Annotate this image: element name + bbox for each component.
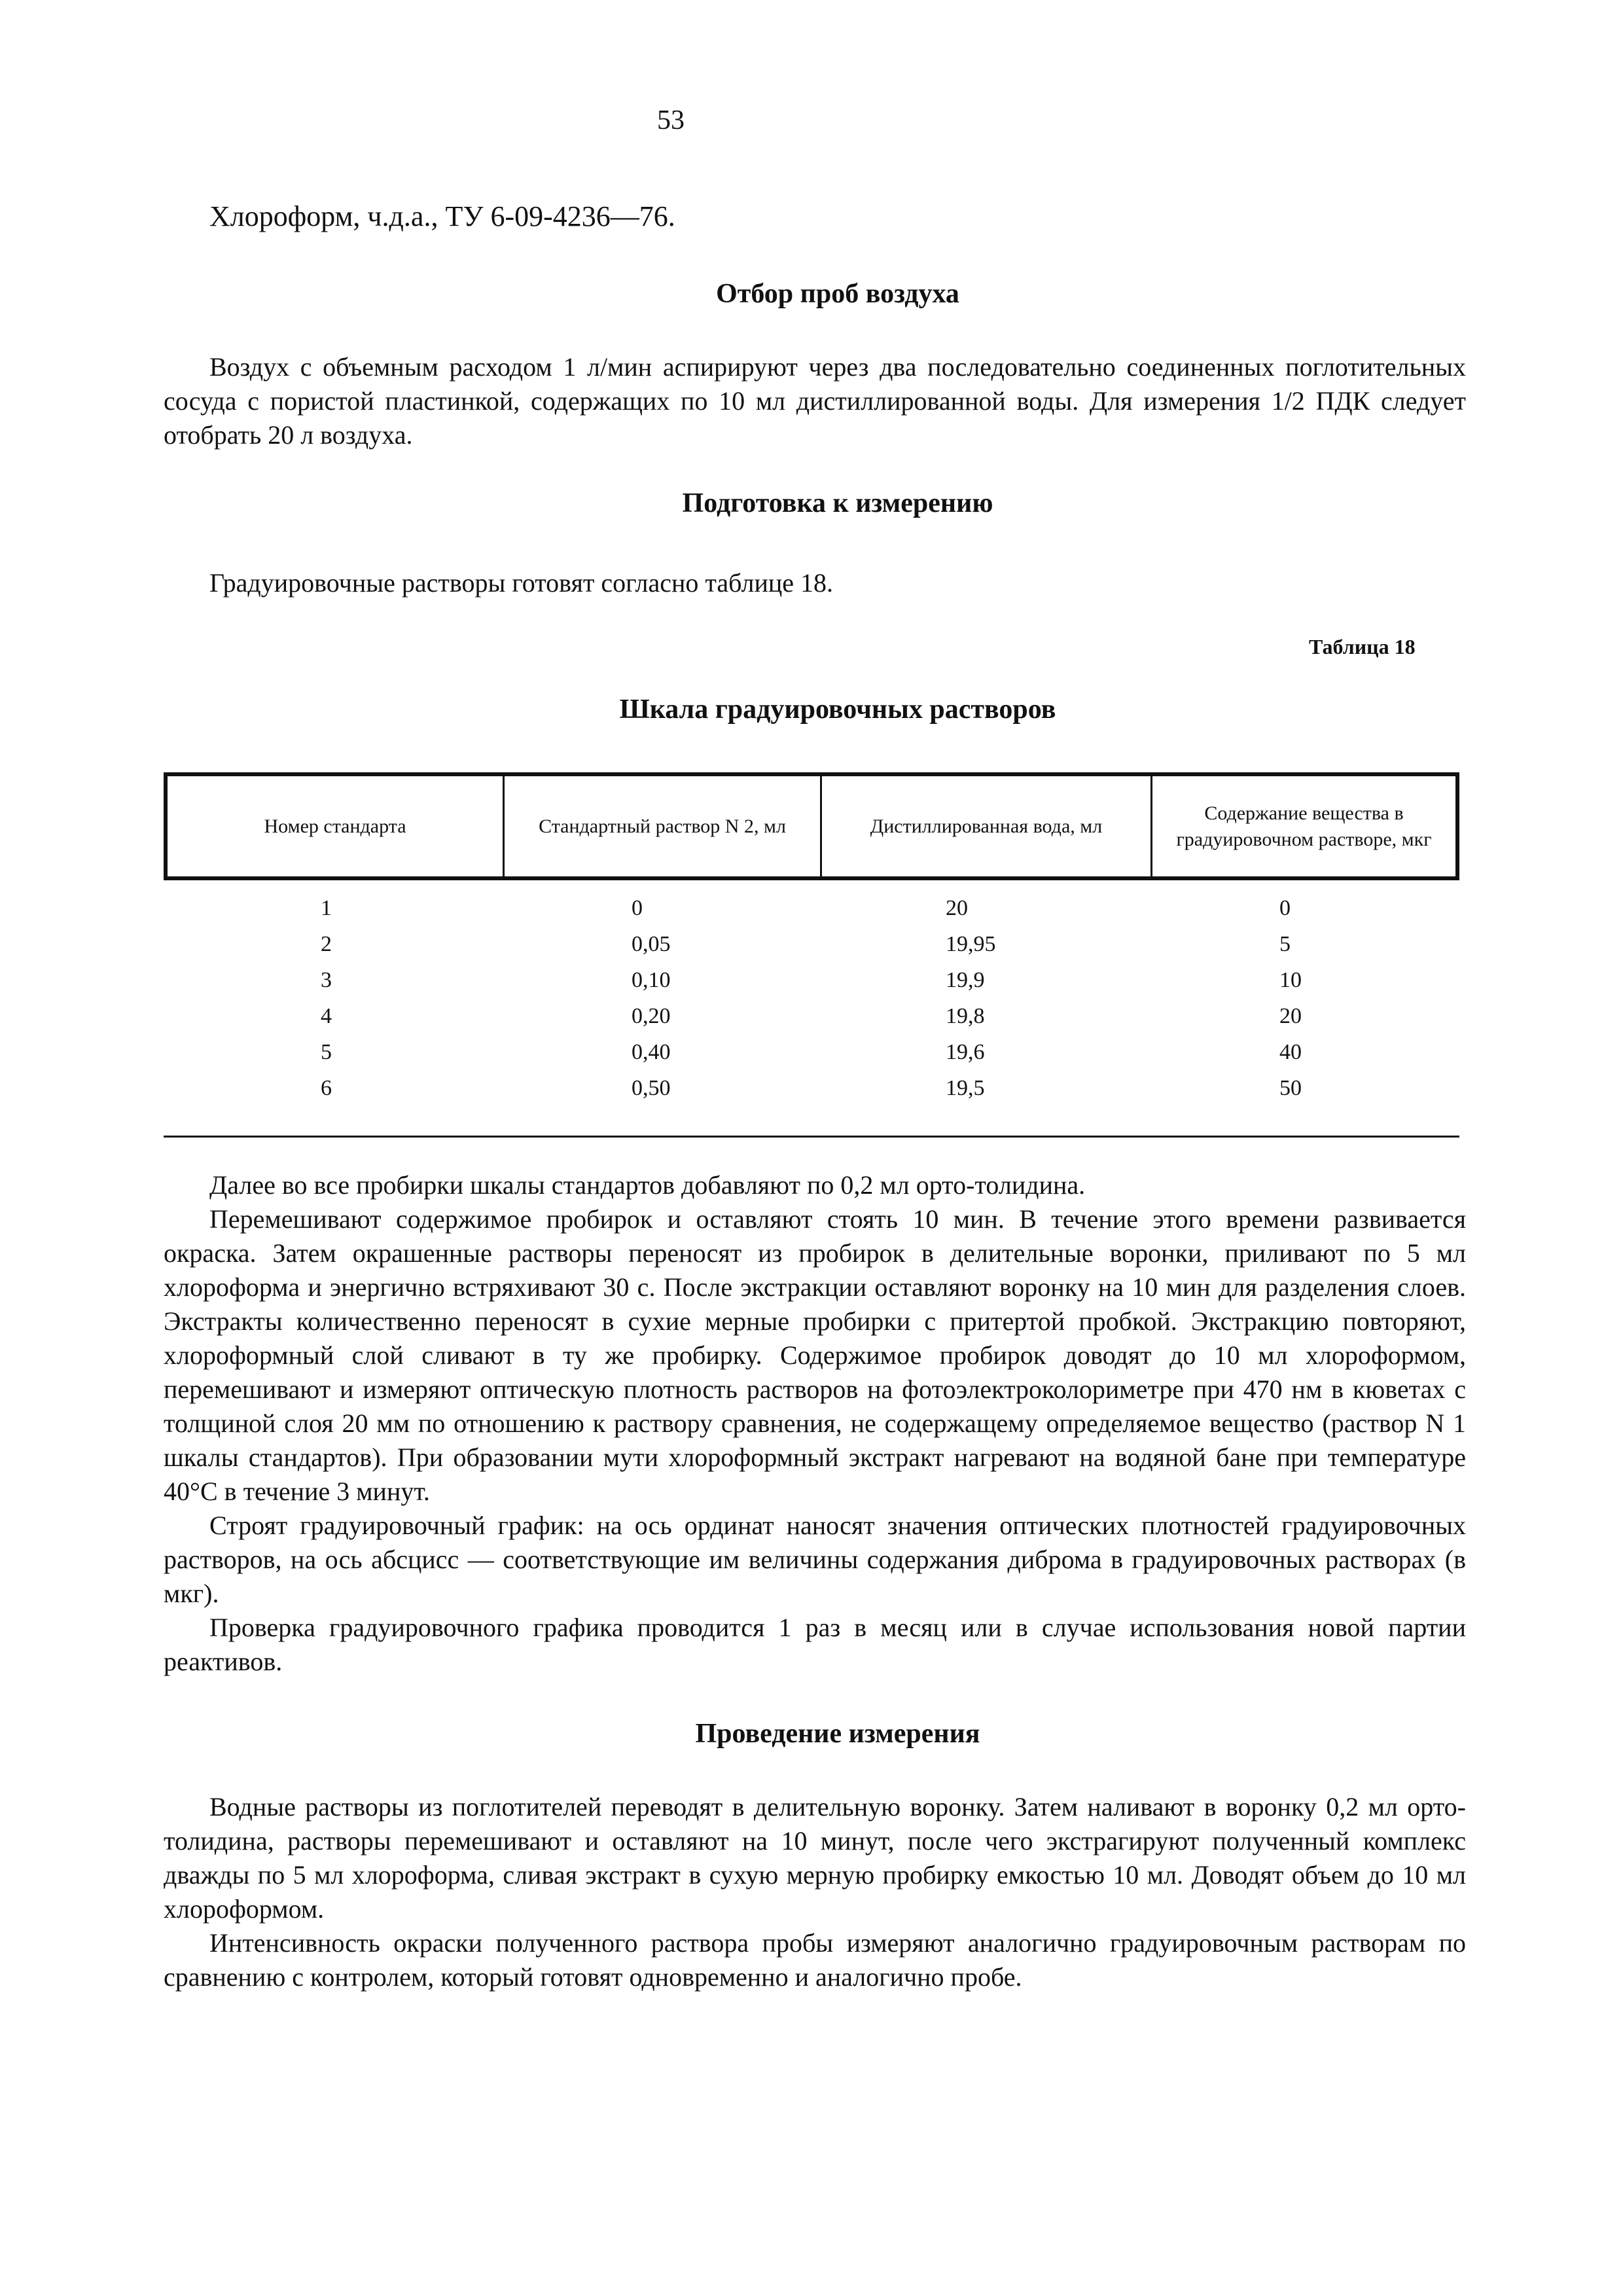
table-cell: 2 [321, 931, 332, 956]
table-row [164, 926, 1459, 962]
table-cell: 0 [632, 895, 643, 920]
table-bottom-rule [164, 1136, 1459, 1138]
table-row [164, 1034, 1459, 1070]
table-cell: 19,95 [946, 931, 996, 956]
table-cell: 19,9 [946, 967, 985, 992]
paragraph-add-reagent: Далее во все пробирки шкалы стандартов добавляют по 0,2 мл орто-толидина. [209, 1170, 1086, 1200]
table-cell: 20 [946, 895, 968, 920]
table-cell: 0,20 [632, 1003, 671, 1028]
heading-air-sampling: Отбор проб воздуха [716, 279, 959, 309]
table-cell: 40 [1279, 1039, 1302, 1064]
paragraph-measurement-comparison: Интенсивность окраски полученного раствора пробы измеряют аналогично градуировочным растворам по сравнению с контролем, который готовят одновременно и аналогично пробе. [164, 1928, 1466, 1992]
column-header-standard-solution: Стандартный раствор N 2, мл [505, 776, 822, 876]
column-header-standard-number: Номер стандарта [168, 776, 505, 876]
table-cell: 20 [1279, 1003, 1302, 1028]
paragraph-calibration-graph: Строят градуировочный график: на ось ординат наносят значения оптических плотностей градуировочных растворов, на ось абсцисс — соответствующие им величины содержания диброма в градуировочных растворах (в мкг). [164, 1511, 1466, 1608]
table-title: Шкала градуировочных растворов [619, 694, 1056, 725]
table-cell: 4 [321, 1003, 332, 1028]
table-number: Таблица 18 [1309, 635, 1416, 658]
paragraph-air-sampling: Воздух с объемным расходом 1 л/мин аспирируют через два последовательно соединенных поглотительных сосуда с пористой пластинкой, содержащих по 10 мл дистиллированной воды. Для измерения 1/2 ПДК следует отобрать 20 л воздуха. [164, 352, 1466, 450]
paragraph-measurement-procedure: Водные растворы из поглотителей переводят в делительную воронку. Затем наливают в воронку 0,2 мл орто-толидина, растворы перемешивают и оставляют на 10 минут, после чего экстрагируют полученный комплекс дважды по 5 мл хлороформа, сливая экстракт в сухую мерную пробирку емкостью 10 мл. Доводят объем до 10 мл хлороформом. [164, 1792, 1466, 1924]
column-header-substance-content: Содержание вещества в градуировочном растворе, мкг [1176, 802, 1432, 850]
paragraph-graph-verification: Проверка градуировочного графика проводится 1 раз в месяц или в случае использования новой партии реактивов. [164, 1613, 1466, 1676]
table-cell: 19,8 [946, 1003, 985, 1028]
table-cell: 50 [1279, 1075, 1302, 1100]
heading-measurement: Проведение измерения [695, 1719, 980, 1749]
table-cell: 5 [1279, 931, 1291, 956]
table-cell: 19,5 [946, 1075, 985, 1100]
page-number: 53 [657, 105, 685, 135]
column-header-distilled-water: Дистиллированная вода, мл [822, 776, 1152, 876]
table-row [164, 962, 1459, 998]
table-body [164, 890, 1459, 1106]
reagent-line: Хлороформ, ч.д.а., ТУ 6-09-4236—76. [209, 200, 675, 232]
table-cell: 0,40 [632, 1039, 671, 1064]
table-cell: 6 [321, 1075, 332, 1100]
table-cell: 1 [321, 895, 332, 920]
table-header [164, 772, 1459, 880]
table-cell: 3 [321, 967, 332, 992]
table-cell: 10 [1279, 967, 1302, 992]
table-cell: 19,6 [946, 1039, 985, 1064]
table-cell: 0,50 [632, 1075, 671, 1100]
table-cell: 5 [321, 1039, 332, 1064]
table-row [164, 998, 1459, 1034]
table-row [164, 890, 1459, 926]
table-cell: 0,05 [632, 931, 671, 956]
table-cell: 0 [1279, 895, 1291, 920]
heading-preparation: Подготовка к измерению [682, 488, 993, 518]
paragraph-preparation: Градуировочные растворы готовят согласно таблице 18. [209, 568, 834, 598]
table-cell: 0,10 [632, 967, 671, 992]
table-row [164, 1070, 1459, 1106]
paragraph-extraction-procedure: Перемешивают содержимое пробирок и оставляют стоять 10 мин. В течение этого времени развивается окраска. Затем окрашенные растворы переносят из пробирок в делительные воронки, приливают по 5 мл хлороформа и энергично встряхивают 30 с. После экстракции оставляют воронку на 10 мин для разделения слоев. Экстракты количественно переносят в сухие мерные пробирки с притертой пробкой. Экстракцию повторяют, хлороформный слой сливают в ту же пробирку. Содержимое пробирок доводят до 10 мл хлороформом, перемешивают и измеряют оптическую плотность растворов на фотоэлектроколориметре при 470 нм в кюветах с толщиной слоя 20 мм по отношению к раствору сравнения, не содержащему определяемое вещество (раствор N 1 шкалы стандартов). При образовании мути хлороформный экстракт нагревают на водяной бане при температуре 40°С в течение 3 минут. [164, 1204, 1466, 1506]
